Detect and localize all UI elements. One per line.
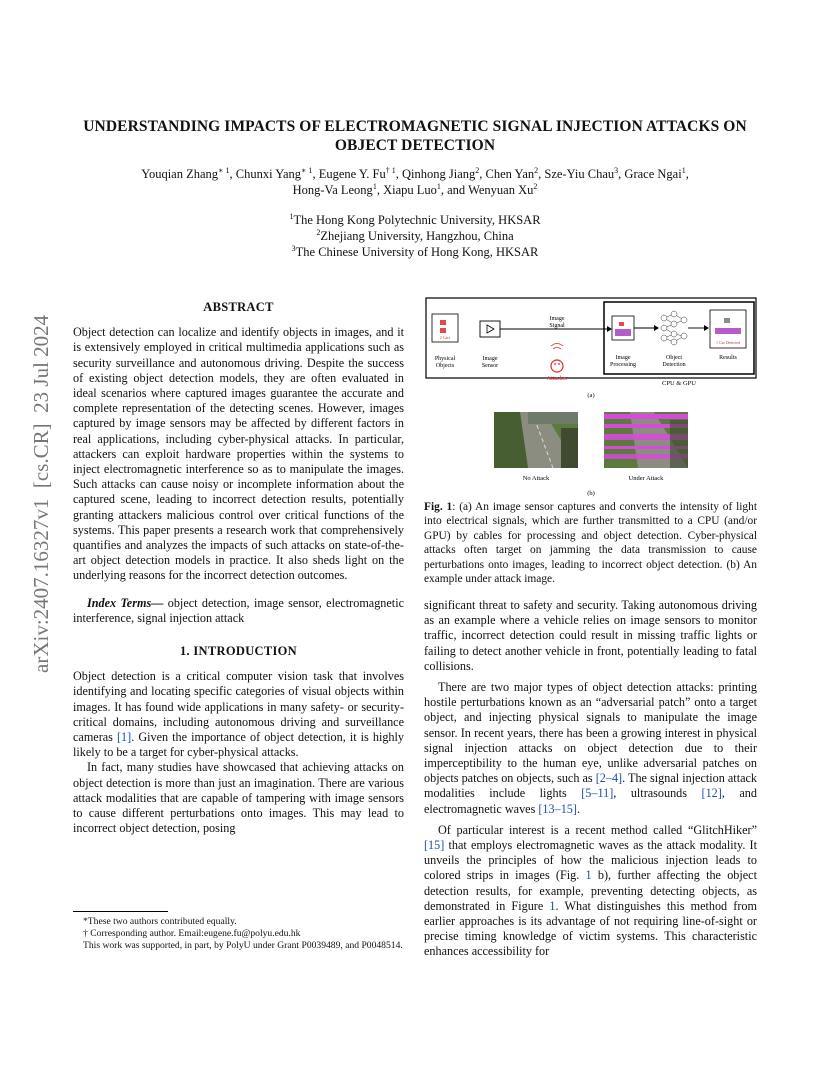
author-affiliation-mark: 1 [372, 181, 377, 191]
affiliation-list [95, 212, 735, 260]
author-affiliation-mark: 2 [533, 181, 538, 191]
figure-link[interactable]: 1 [585, 868, 592, 883]
footnote-corresponding: † Corresponding author. Email:eugene.fu@polyu.edu.hk [83, 928, 301, 939]
author-name: Qinhong Jiang$^2$ [401, 165, 480, 181]
cpu-gpu-label: CPU & GPU [662, 380, 696, 387]
author-name: Sze-Yiu Chau$^3$ [544, 165, 619, 181]
image-sensor-label: Image Sensor [481, 356, 499, 369]
subfigure-b-label: (b) [587, 490, 595, 497]
figure-caption-text: : (a) An image sensor captures and converts the intensity of light into electrical signals, which are further transmitted to a CPU (and/or GPU) by cables for processing and object detection. Cyber-physical attacks often target on jamming the data transmission to cause perturbations onto images, leading to incorrect object detection. (b) An example under attack image. [424, 501, 757, 586]
author-list: Youqian Zhang$^{∗ 1}$, Chunxi Yang$^{∗ 1}$, Eugene Y. Fu$^{\dagger 1}$, Qinhong Jiang$^2$, Chen Yan$^2$, Sze-Yiu Chau$^3$, Grace Ngai$^1$, Hong-Va Leong$^1$, Xiapu Luo$^1$, and Wenyuan Xu$^2$ [141, 165, 689, 197]
right-column [424, 598, 757, 960]
citation-link[interactable]: [13–15] [538, 801, 577, 816]
results-label: Results [719, 355, 737, 361]
physical-objects-label: Physical Objects [434, 356, 456, 369]
arxiv-stamp [18, 295, 58, 675]
footnote-funding: This work was supported, in part, by PolyU under Grant P0039489, and P0048514. [83, 940, 403, 951]
right-paragraph-2: There are two major types of object detection attacks: printing hostile perturbations known as an “adversarial patch” onto a target object, and injecting physical signals to manipulate the image sensor. In recent years, there has been a growing interest in physical signal injection attacks on object detection due to their imperceptibility to the human eye, unlike adversarial patches on objects patches on objects, such as [2–4]. The signal injection attack modalities include lights [5–11], ultrasounds [12], and electromagnetic waves [13–15]. [424, 680, 757, 816]
under-attack-label: Under Attack [628, 475, 664, 482]
author-affiliation-mark: 2 [534, 165, 539, 175]
author-name: Youqian Zhang$^{∗ 1}$ [141, 165, 230, 181]
author-affiliation-mark: 1 [436, 181, 441, 191]
attacker-icon [551, 360, 563, 372]
left-column [73, 300, 404, 837]
detected-tag: 1 Car Detected [716, 340, 740, 345]
arxiv-stamp-text: arXiv:2407.16327v1 [cs.CR] 23 Jul 2024 [29, 314, 53, 673]
object-detection-label: Object Detection [662, 355, 686, 368]
author-affiliation-mark: 3 [614, 165, 619, 175]
right-paragraph-1: significant threat to safety and security. Taking autonomous driving as an example where a vehicle relies on image sensors to monitor traffic, incorrect detection could result in missing traffic lights or failing to detect another vehicle in front, potentially leading to fatal collisions. [424, 598, 757, 673]
image-processing-label: Image Processing [610, 355, 636, 368]
paper-title: UNDERSTANDING IMPACTS OF ELECTROMAGNETIC SIGNAL INJECTION ATTACKS ON OBJECT DETECTION [83, 118, 747, 154]
author-affiliation-mark: ∗ 1 [218, 165, 230, 175]
intro-paragraph-2: In fact, many studies have showcased that achieving attacks on object detection is more than just an imagination. There are various attack modalities that are capable of tampering with image sensors to cause different perturbations onto images. This may lead to incorrect object detection, posing [73, 760, 404, 836]
figure-1 [424, 296, 758, 501]
author-affiliation-mark: ∗ 1 [301, 165, 313, 175]
intro-paragraph-1: Object detection is a critical computer vision task that involves identifying and locating specific categories of visual objects within images. It has found wide applications in many safety- or security-critical domains, including autonomous driving and surveillance cameras [1]. Given the importance of object detection, it is highly likely to be a target for cyber-physical attacks. [73, 669, 404, 760]
author-name: Grace Ngai$^1$ [624, 165, 686, 181]
right-paragraph-3: Of particular interest is a recent method called “GlitchHiker” [15] that employs electromagnetic waves as the attack modality. It unveils the principles of how the malicious injection leads to colored strips in images (Fig. 1 b), further affecting the object detection results, for example, preventing detecting objects, as demonstrated in Figure 1. What distinguishes this method from earlier approaches is its advantage of not requiring line-of-sight or precise timing knowledge of victim systems. This characteristic enhances accessibility for [424, 822, 757, 959]
citation-link[interactable]: [12] [701, 786, 722, 801]
neural-network-icon [661, 311, 687, 345]
photo-no-attack [494, 412, 578, 468]
figure-caption-label: Fig. 1 [424, 501, 453, 513]
affiliation: $^3$The Chinese University of Hong Kong, HKSAR [291, 243, 539, 259]
subfigure-a-label: (a) [587, 392, 595, 399]
affiliation: $^2$Zhejiang University, Hangzhou, China [316, 227, 514, 243]
image-signal-label: Image Signal [549, 316, 565, 329]
author-name: and Wenyuan Xu$^2$ [447, 181, 538, 197]
author-affiliation-mark: † 1 [385, 165, 396, 175]
attacker-label: Attacker [546, 376, 568, 382]
figure-caption [424, 500, 757, 586]
intro-heading: 1. INTRODUCTION [179, 644, 297, 659]
index-terms-text: object detection, image sensor, electromagnetic interference, signal injection attack [73, 595, 404, 625]
figure-link[interactable]: 1 [549, 898, 556, 913]
footnote-rule [73, 911, 168, 912]
abstract-text: Object detection can localize and identify objects in images, and it is extensively employed in critical multimedia applications such as security surveillance and autonomous driving. Despite the success of existing object detection models, they are often evaluated in ideal scenarios where captured images guarantee the accurate and complete representation of the detecting scenes. However, images captured by image sensors may be affected by different factors in real applications, including cyber-physical attacks. In particular, attackers can exploit hardware properties within the systems to inject electromagnetic interference so as to manipulate the images. Such attacks can cause noisy or incomplete information about the captured scene, leading to incorrect detection results, potentially granting attackers malicious control over critical functions of the systems. This paper presents a research work that comprehensively quantifies and analyzes the impacts of such attacks on state-of-the-art object detection models in practice. It also sheds light on the underlying reasons for the incorrect detection outcomes. [73, 325, 404, 583]
citation-link[interactable]: [1] [116, 730, 132, 745]
author-name: Xiapu Luo$^1$ [383, 181, 441, 197]
no-attack-label: No Attack [522, 475, 550, 482]
image-processing-icon [612, 316, 634, 340]
citation-link[interactable]: [5–11] [581, 786, 614, 801]
cars-tag: 2 Cars [439, 335, 451, 340]
author-name: Chunxi Yang$^{∗ 1}$ [235, 165, 313, 181]
author-name: Chen Yan$^2$ [485, 165, 539, 181]
abstract-heading: ABSTRACT [203, 300, 274, 314]
citation-link[interactable]: [15] [424, 838, 445, 853]
author-name: Hong-Va Leong$^1$ [292, 181, 377, 197]
index-terms-label: Index Terms— [87, 595, 164, 610]
author-name: Eugene Y. Fu$^{\dagger 1}$ [318, 165, 396, 181]
author-affiliation-mark: 1 [681, 165, 686, 175]
author-affiliation-mark: 2 [475, 165, 480, 175]
affiliation: $^1$The Hong Kong Polytechnic University, HKSAR [289, 211, 541, 227]
footnotes [73, 911, 404, 952]
image-sensor-icon [480, 321, 500, 337]
citation-link[interactable]: [2–4] [595, 771, 623, 786]
footnote-equal-contribution: *These two authors contributed equally. [83, 916, 237, 927]
index-terms [73, 596, 404, 626]
diagram-frame [426, 298, 756, 378]
photo-under-attack [604, 412, 688, 468]
